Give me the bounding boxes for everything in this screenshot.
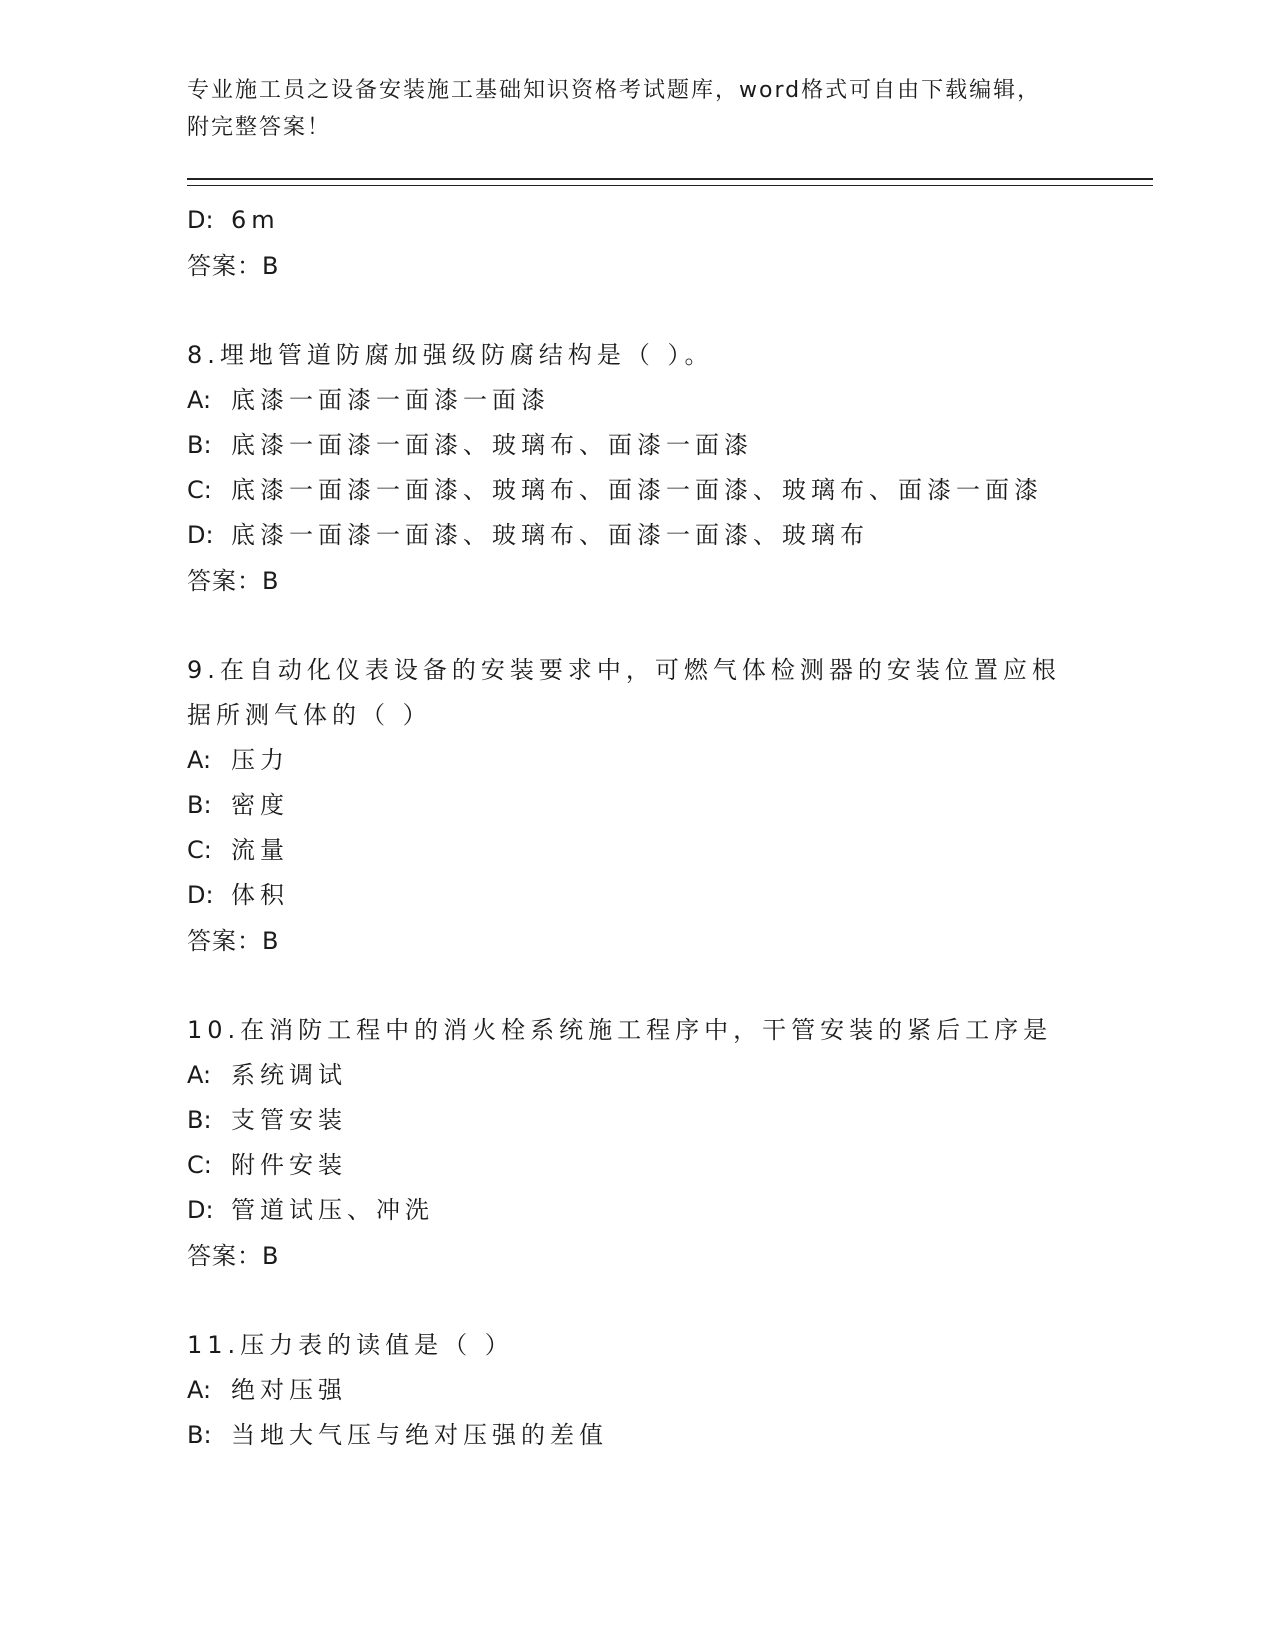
option-line <box>187 423 1153 468</box>
option-text: 6m <box>231 206 280 234</box>
option-line <box>187 1053 1153 1098</box>
option-letter: C: <box>187 1151 212 1179</box>
option-text: 密度 <box>231 791 289 819</box>
question-10 <box>187 1008 1153 1279</box>
answer-line: 答案：B <box>187 252 280 280</box>
option-line <box>187 1143 1153 1188</box>
option-line <box>187 198 1153 243</box>
option-line <box>187 378 1153 423</box>
answer-line: 答案：B <box>187 927 280 955</box>
option-text: 附件安装 <box>231 1151 347 1179</box>
option-letter: B: <box>187 1106 212 1134</box>
option-text: 底漆一面漆一面漆、玻璃布、面漆一面漆、玻璃布 <box>231 521 869 549</box>
option-text: 支管安装 <box>231 1106 347 1134</box>
header-line-1: 专业施工员之设备安装施工基础知识资格考试题库，word格式可自由下载编辑， <box>187 78 1042 103</box>
header-line-2: 附完整答案！ <box>187 115 332 140</box>
option-letter: A: <box>187 1061 212 1089</box>
option-text: 底漆一面漆一面漆、玻璃布、面漆一面漆 <box>231 431 753 459</box>
answer-line: 答案：B <box>187 567 280 595</box>
question-8 <box>187 333 1153 604</box>
option-letter: A: <box>187 1376 212 1404</box>
option-letter: D: <box>187 206 214 234</box>
option-letter: D: <box>187 521 214 549</box>
header-divider <box>187 178 1153 186</box>
option-letter: C: <box>187 836 212 864</box>
question-9 <box>187 648 1153 964</box>
carryover-block <box>187 198 1153 289</box>
question-11 <box>187 1323 1153 1458</box>
option-line <box>187 783 1153 828</box>
option-text: 底漆一面漆一面漆、玻璃布、面漆一面漆、玻璃布、面漆一面漆 <box>231 476 1043 504</box>
option-text: 管道试压、冲洗 <box>231 1196 434 1224</box>
option-letter: D: <box>187 1196 214 1224</box>
option-line <box>187 1413 1153 1458</box>
question-title-line-1: 9.在自动化仪表设备的安装要求中，可燃气体检测器的安装位置应根 <box>187 656 1061 684</box>
question-title-line-2: 据所测气体的（ ） <box>187 701 432 729</box>
option-letter: B: <box>187 1421 212 1449</box>
option-text: 绝对压强 <box>231 1376 347 1404</box>
option-text: 流量 <box>231 836 289 864</box>
option-letter: B: <box>187 791 212 819</box>
option-letter: B: <box>187 431 212 459</box>
option-letter: A: <box>187 746 212 774</box>
option-letter: A: <box>187 386 212 414</box>
option-line <box>187 513 1153 558</box>
option-line <box>187 738 1153 783</box>
option-letter: C: <box>187 476 212 504</box>
document-page <box>187 70 1153 1458</box>
option-line <box>187 828 1153 873</box>
option-text: 当地大气压与绝对压强的差值 <box>231 1421 608 1449</box>
option-text: 系统调试 <box>231 1061 347 1089</box>
option-line <box>187 873 1153 918</box>
option-line <box>187 468 1153 513</box>
option-text: 体积 <box>231 881 289 909</box>
option-text: 压力 <box>231 746 289 774</box>
option-line <box>187 1188 1153 1233</box>
option-letter: D: <box>187 881 214 909</box>
option-line <box>187 1098 1153 1143</box>
question-title <box>187 648 1153 738</box>
document-header <box>187 70 1153 144</box>
question-title: 11.压力表的读值是（ ） <box>187 1331 514 1359</box>
question-title: 10.在消防工程中的消火栓系统施工程序中，干管安装的紧后工序是 <box>187 1016 1053 1044</box>
option-line <box>187 1368 1153 1413</box>
question-title: 8.埋地管道防腐加强级防腐结构是（ ）。 <box>187 341 714 369</box>
option-text: 底漆一面漆一面漆一面漆 <box>231 386 550 414</box>
answer-line: 答案：B <box>187 1242 280 1270</box>
